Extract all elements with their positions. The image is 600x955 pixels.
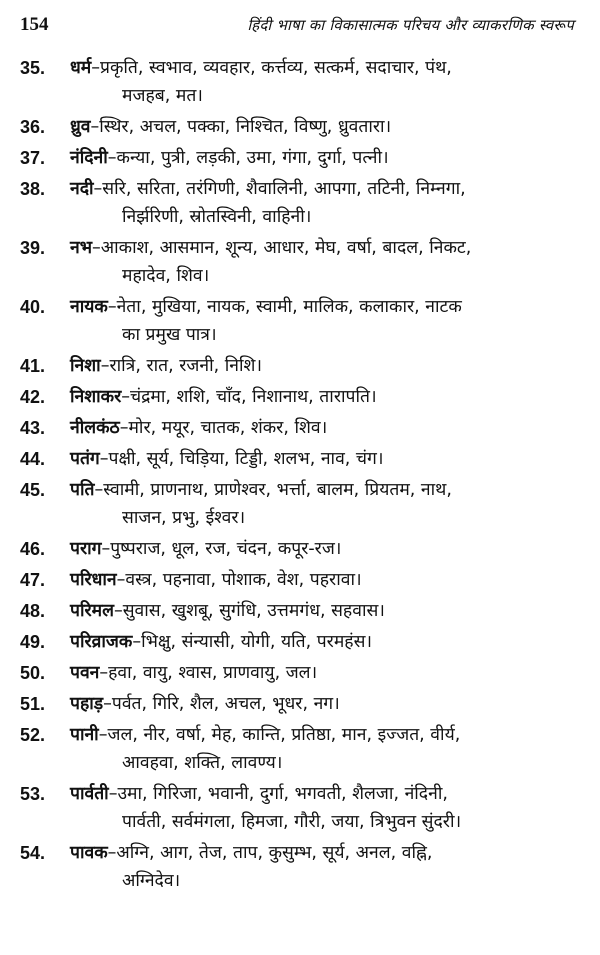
list-item [20,144,578,172]
entry-body [70,839,578,895]
list-item [20,352,578,380]
entry-synonyms: –स्वामी, प्राणनाथ, प्राणेश्वर, भर्त्ता, बालम, प्रियतम, नाथ, [94,480,452,500]
entry-headword: पावक [70,843,108,863]
entry-body [70,476,578,532]
entry-body [70,144,578,172]
list-item [20,566,578,594]
entry-body [70,175,578,231]
entry-number: 46. [20,539,46,559]
entry-body [70,54,578,110]
running-title: हिंदी भाषा का विकासात्मक परिचय और व्याकरणिक स्वरूप [247,16,574,34]
entry-number: 51. [20,694,46,714]
list-item [20,293,578,349]
entry-number: 52. [20,725,46,745]
entry-synonyms: –वस्त्र, पहनावा, पोशाक, वेश, पहरावा। [116,570,362,590]
entry-synonyms: –स्थिर, अचल, पक्का, निश्चित, विष्णु, ध्रुवतारा। [90,117,392,137]
entry-headword: निशाकर [70,387,122,407]
entry-body [70,659,578,687]
entry-synonyms: –पुष्पराज, धूल, रज, चंदन, कपूर-रज। [101,539,342,559]
entry-headword: निशा [70,356,101,376]
entry-synonyms: –जल, नीर, वर्षा, मेह, कान्ति, प्रतिष्ठा, मान, इज्जत, वीर्य, [98,725,461,745]
entry-synonyms: –आकाश, आसमान, शून्य, आधार, मेघ, वर्षा, बादल, निकट, [92,238,472,258]
entry-synonyms-continued: अग्निदेव। [122,871,181,891]
list-item [20,628,578,656]
entry-body [70,597,578,625]
list-item [20,383,578,411]
entry-synonyms: –पर्वत, गिरि, शैल, अचल, भूधर, नग। [103,694,340,714]
list-item [20,445,578,473]
entry-number: 49. [20,632,46,652]
entry-headword: परिमल [70,601,114,621]
entry-number: 37. [20,148,46,168]
list-item [20,414,578,442]
entry-synonyms: –सुवास, खुशबू, सुगंधि, उत्तमगंध, सहवास। [113,601,385,621]
entry-synonyms: –प्रकृति, स्वभाव, व्यवहार, कर्त्तव्य, सत्कर्म, सदाचार, पंथ, [91,58,452,78]
entry-synonyms-continued: आवहवा, शक्ति, लावण्य। [122,753,283,773]
entry-synonyms: –भिक्षु, संन्यासी, योगी, यति, परमहंस। [132,632,373,652]
entry-number: 44. [20,449,46,469]
entry-number: 43. [20,418,46,438]
entry-number: 40. [20,297,46,317]
page-number: 154 [20,14,49,35]
entry-headword: नभ [70,238,93,258]
entry-body [70,690,578,718]
list-item [20,234,578,290]
entry-synonyms: –रात्रि, रात, रजनी, निशि। [100,356,263,376]
entry-number: 47. [20,570,46,590]
entry-number: 54. [20,843,46,863]
entry-synonyms-continued: मजहब, मत। [122,86,203,106]
entry-headword: धर्म [70,58,92,78]
entry-number: 41. [20,356,46,376]
entry-synonyms: –सरि, सरिता, तरंगिणी, शैवालिनी, आपगा, तटिनी, निम्नगा, [93,179,466,199]
list-item [20,54,578,110]
entry-synonyms: –उमा, गिरिजा, भवानी, दुर्गा, भगवती, शैलजा, नंदिनी, [108,784,448,804]
entry-headword: परिव्राजक [70,632,133,652]
list-item [20,659,578,687]
entry-headword: पतंग [70,449,100,469]
entry-number: 50. [20,663,46,683]
entry-headword: नदी [70,179,94,199]
entry-body [70,721,578,777]
list-item [20,476,578,532]
entry-headword: पराग [70,539,102,559]
entry-body [70,293,578,349]
entry-body [70,113,578,141]
entry-synonyms: –पक्षी, सूर्य, चिड़िया, टिड्डी, शलभ, नाव, चंग। [99,449,384,469]
synonym-list [20,54,578,895]
entry-number: 39. [20,238,46,258]
entry-synonyms: –मोर, मयूर, चातक, शंकर, शिव। [119,418,328,438]
entry-body [70,566,578,594]
entry-synonyms: –चंद्रमा, शशि, चाँद, निशानाथ, तारापति। [121,387,377,407]
entry-number: 53. [20,784,46,804]
list-item [20,839,578,895]
entry-headword: नीलकंठ [70,418,120,438]
entry-headword: पवन [70,663,100,683]
entry-headword: नायक [70,297,108,317]
entry-headword: पार्वती [70,784,109,804]
list-item [20,780,578,836]
entry-body [70,445,578,473]
entry-number: 48. [20,601,46,621]
entry-body [70,352,578,380]
entry-synonyms-continued: का प्रमुख पात्र। [122,325,217,345]
entry-headword: ध्रुव [70,117,91,137]
entry-synonyms: –कन्या, पुत्री, लड़की, उमा, गंगा, दुर्गा, पत्नी। [107,148,389,168]
entry-body [70,234,578,290]
list-item [20,535,578,563]
entry-number: 36. [20,117,46,137]
entry-body [70,535,578,563]
list-item [20,597,578,625]
entry-synonyms-continued: साजन, प्रभु, ईश्वर। [122,508,246,528]
entry-body [70,780,578,836]
entry-number: 35. [20,58,46,78]
page-header [20,14,578,48]
entry-number: 45. [20,480,46,500]
entry-number: 42. [20,387,46,407]
entry-synonyms-continued: पार्वती, सर्वमंगला, हिमजा, गौरी, जया, त्रिभुवन सुंदरी। [122,812,462,832]
entry-synonyms-continued: निर्झरिणी, स्रोतस्विनी, वाहिनी। [122,207,312,227]
entry-headword: पानी [70,725,99,745]
list-item [20,690,578,718]
entry-body [70,628,578,656]
entry-synonyms: –अग्नि, आग, तेज, ताप, कुसुम्भ, सूर्य, अनल, वह्नि, [107,843,433,863]
list-item [20,175,578,231]
entry-headword: पहाड़ [70,694,104,714]
entry-body [70,383,578,411]
list-item [20,721,578,777]
entry-synonyms: –नेता, मुखिया, नायक, स्वामी, मालिक, कलाकार, नाटक [107,297,462,317]
entry-synonyms: –हवा, वायु, श्वास, प्राणवायु, जल। [99,663,318,683]
entry-headword: परिधान [70,570,117,590]
entry-body [70,414,578,442]
entry-number: 38. [20,179,46,199]
entry-synonyms-continued: महादेव, शिव। [122,266,210,286]
entry-headword: नंदिनी [70,148,108,168]
list-item [20,113,578,141]
entry-headword: पति [70,480,95,500]
